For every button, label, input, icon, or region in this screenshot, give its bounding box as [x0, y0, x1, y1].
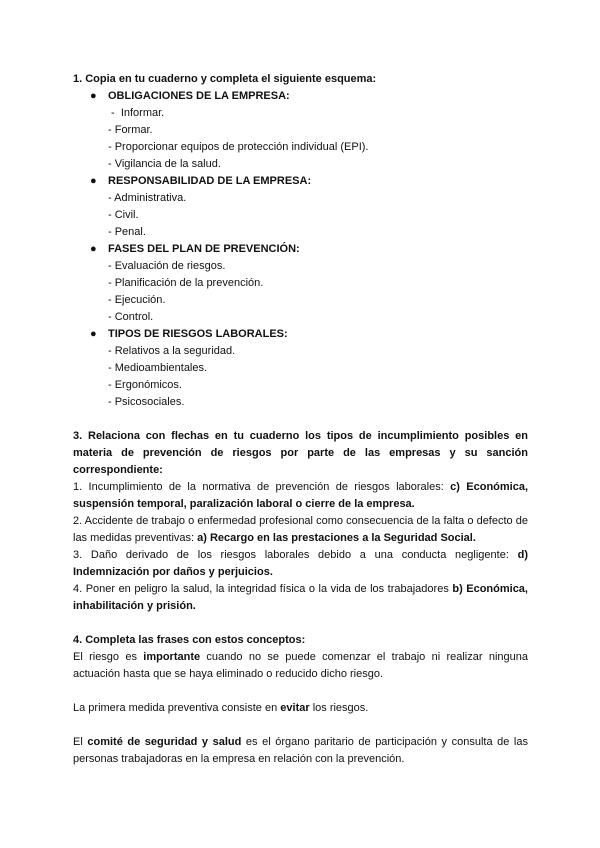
list-item: - Psicosociales.	[108, 396, 185, 408]
sentence-3: El comité de seguridad y salud es el órgano paritario de participación y consulta de las personas trabajadoras en la empresa en relación con la prevención.	[73, 736, 528, 765]
category-heading: OBLIGACIONES DE LA EMPRESA:	[108, 90, 290, 102]
list-item: - Civil.	[108, 209, 139, 221]
list-item: - Vigilancia de la salud.	[108, 158, 221, 170]
match-answer: a) Recargo en las prestaciones a la Seguridad Social.	[197, 532, 476, 544]
match-item-3: 3. Daño derivado de los riesgos laborales debido a una conducta negligente: d) Indemnización por daños y perjuicios.	[73, 549, 528, 578]
category-items	[73, 190, 528, 241]
filled-concept: evitar	[280, 702, 310, 714]
sentence-1: El riesgo es importante cuando no se puede comenzar el trabajo ni realizar ninguna actuación hasta que se haya eliminado o reducido dicho riesgo.	[73, 651, 528, 680]
list-item: - Ergonómicos.	[108, 379, 182, 391]
category-items	[73, 105, 528, 173]
sentence-2: La primera medida preventiva consiste en evitar los riesgos.	[73, 702, 369, 714]
question-3-title: 3. Relaciona con flechas en tu cuaderno los tipos de incumplimiento posibles en materia de prevención de riesgos por parte de las empresas y su sanción correspondiente:	[73, 430, 528, 476]
bullet-icon: ●	[90, 243, 97, 255]
list-item: - Proporcionar equipos de protección individual (EPI).	[108, 141, 369, 153]
category-tipos	[73, 326, 528, 411]
list-item: - Ejecución.	[108, 294, 166, 306]
category-heading: TIPOS DE RIESGOS LABORALES:	[108, 328, 288, 340]
match-answer: c) Económica, suspensión temporal, paralización laboral o cierre de la empresa.	[73, 481, 529, 510]
category-items	[73, 258, 528, 326]
filled-concept: comité de seguridad y salud	[87, 736, 242, 748]
list-item: - Evaluación de riesgos.	[108, 260, 226, 272]
list-item: - Informar.	[108, 107, 165, 119]
match-item-1: 1. Incumplimiento de la normativa de prevención de riesgos laborales: c) Económica, suspensión temporal, paralización laboral o cierre de la empresa.	[73, 481, 529, 510]
bullet-icon: ●	[90, 175, 97, 187]
category-obligaciones	[73, 88, 528, 173]
match-item-4: 4. Poner en peligro la salud, la integridad física o la vida de los trabajadores b) Económica, inhabilitación y prisión.	[73, 583, 528, 612]
list-item: - Medioambientales.	[108, 362, 208, 374]
category-heading: RESPONSABILIDAD DE LA EMPRESA:	[108, 175, 312, 187]
list-item: - Administrativa.	[108, 192, 187, 204]
match-answer: d) Indemnización por daños y perjuicios.	[73, 549, 528, 578]
document-content	[73, 71, 528, 768]
list-item: - Planificación de la prevención.	[108, 277, 264, 289]
filled-concept: importante	[143, 651, 201, 663]
bullet-icon: ●	[90, 328, 97, 340]
match-item-2: 2. Accidente de trabajo o enfermedad profesional como consecuencia de la falta o defecto de las medidas preventivas: a) Recargo en las prestaciones a la Seguridad Social.	[73, 515, 528, 544]
list-item: - Penal.	[108, 226, 146, 238]
category-fases	[73, 241, 528, 326]
list-item: - Control.	[108, 311, 154, 323]
question-4-title: 4. Completa las frases con estos conceptos:	[73, 634, 306, 646]
category-responsabilidad	[73, 173, 528, 241]
question-1-title: 1. Copia en tu cuaderno y completa el siguiente esquema:	[73, 73, 377, 85]
category-heading: FASES DEL PLAN DE PREVENCIÓN:	[108, 243, 300, 255]
match-answer: b) Económica, inhabilitación y prisión.	[73, 583, 528, 612]
category-items	[73, 343, 528, 411]
bullet-icon: ●	[90, 90, 97, 102]
scheme-list	[73, 88, 528, 411]
list-item: - Relativos a la seguridad.	[108, 345, 236, 357]
list-item: - Formar.	[108, 124, 153, 136]
